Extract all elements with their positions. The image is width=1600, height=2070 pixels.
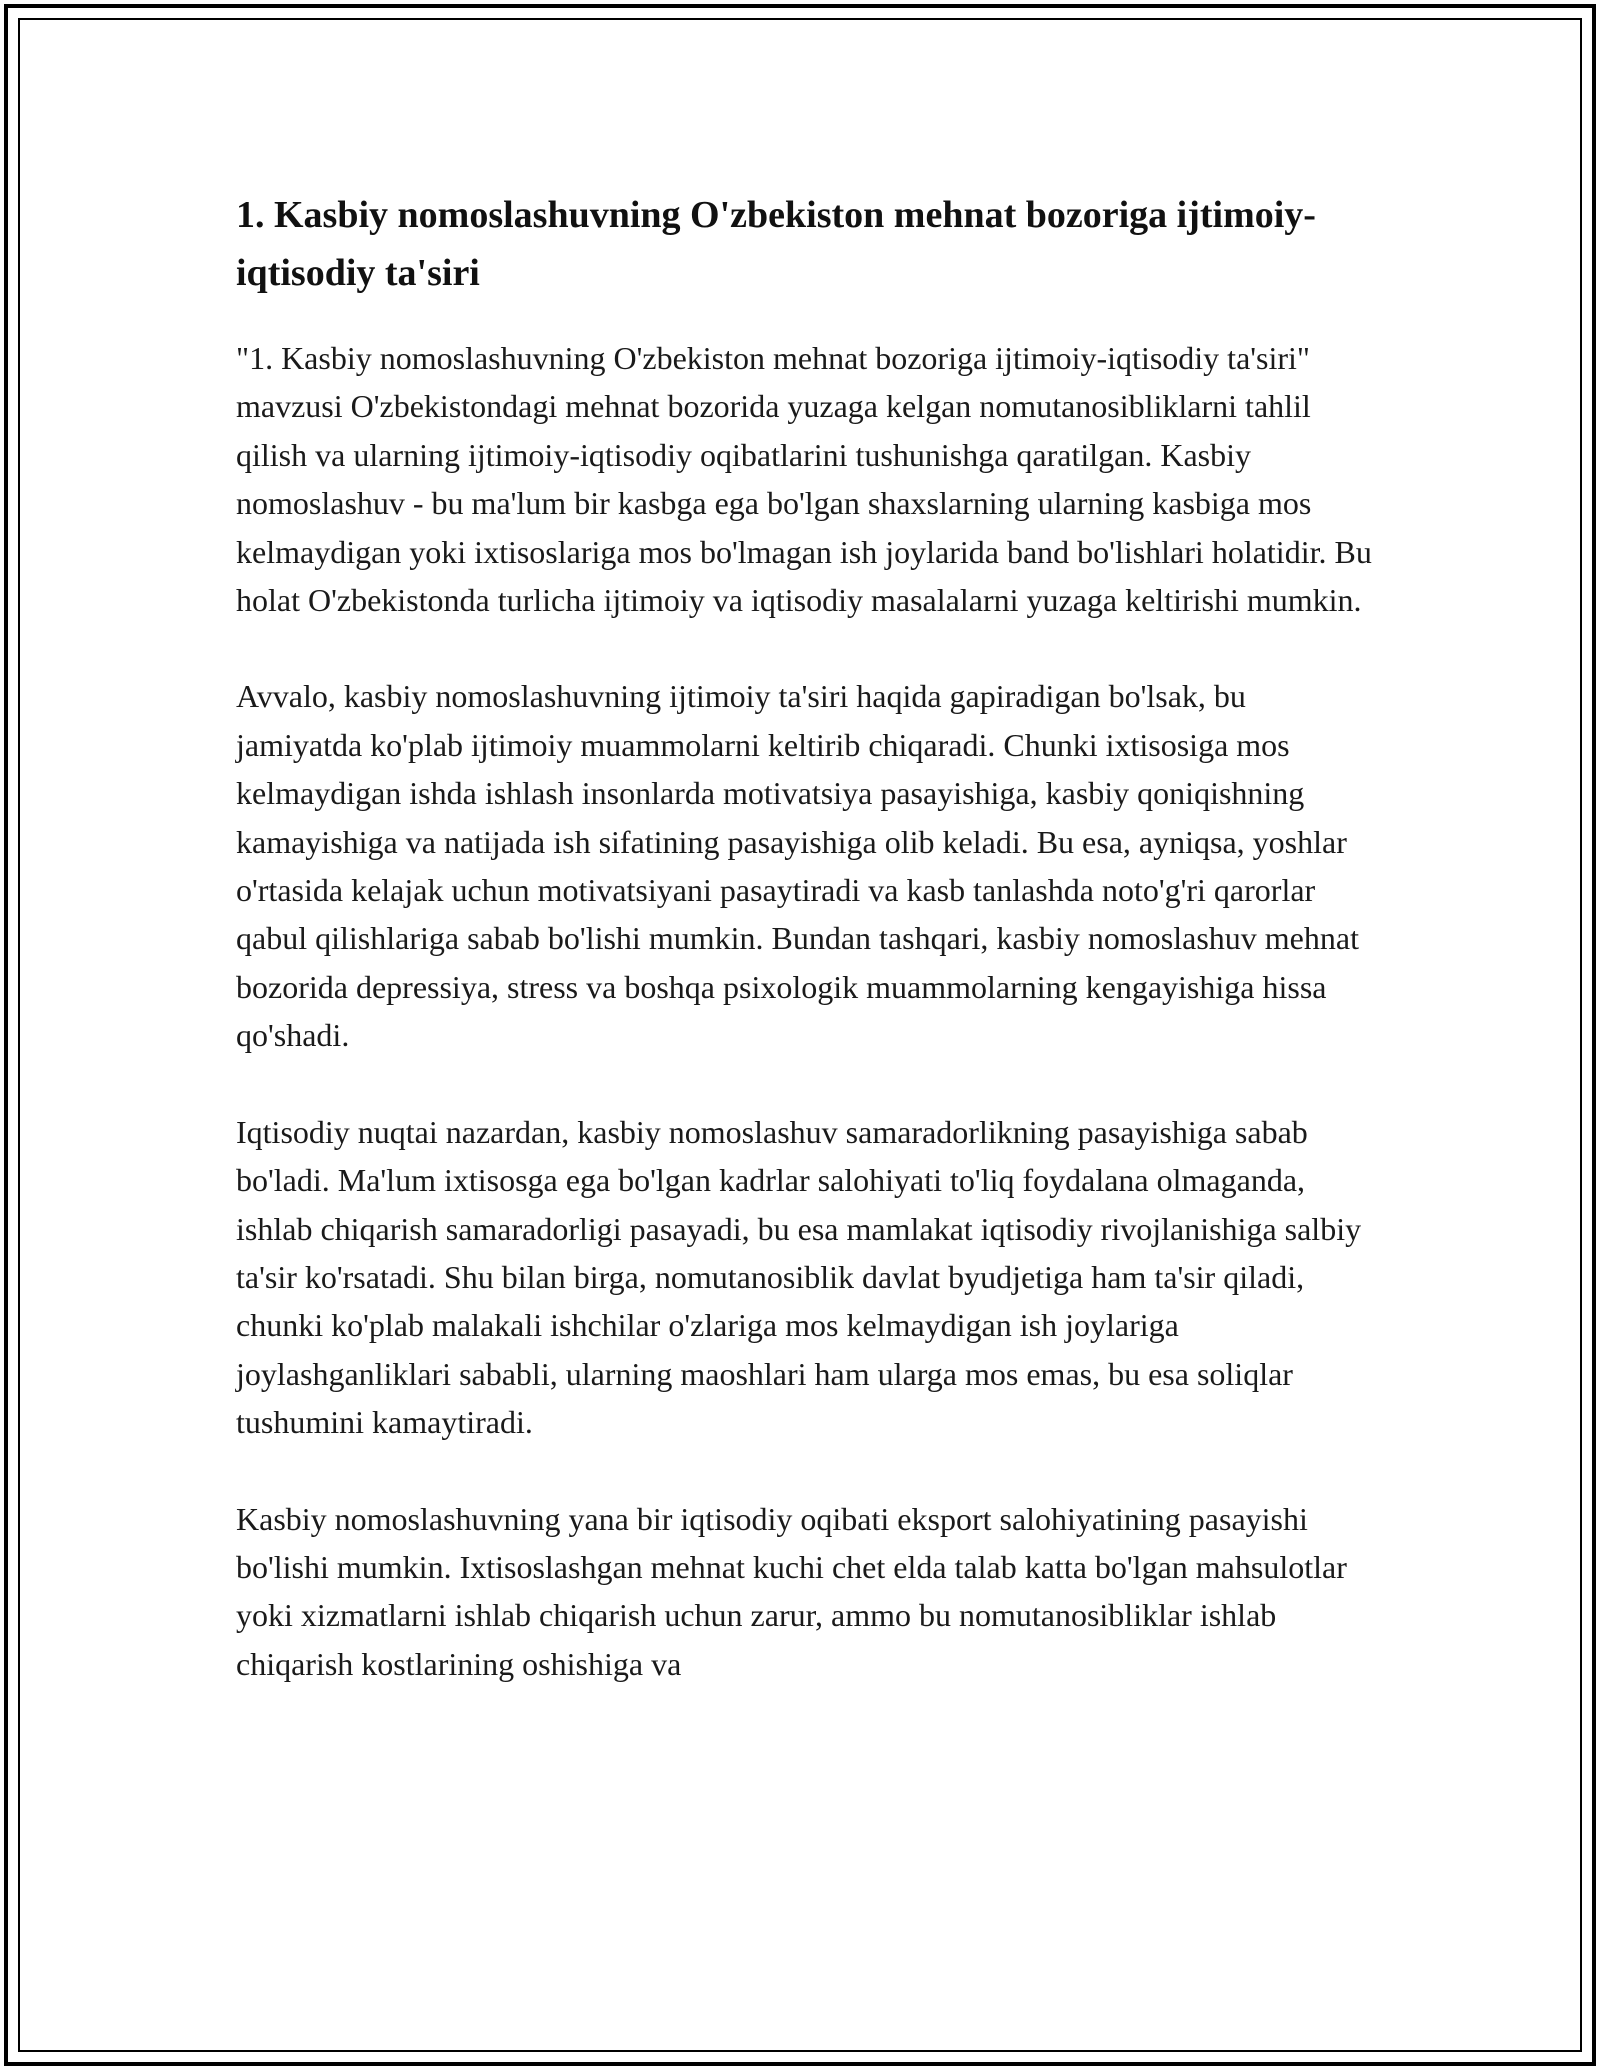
document-body	[236, 186, 1376, 1736]
paragraph-4: Kasbiy nomoslashuvning yana bir iqtisodiy oqibati eksport salohiyatining pasayishi bo'lishi mumkin. Ixtisoslashgan mehnat kuchi chet elda talab katta bo'lgan mahsulotlar yoki xizmatlarni ishlab chiqarish uchun zarur, ammo bu nomutanosibliklar ishlab chiqarish kostlarining oshishiga va	[236, 1500, 1347, 1682]
paragraph-3: Iqtisodiy nuqtai nazardan, kasbiy nomoslashuv samaradorlikning pasayishiga sabab bo'ladi. Ma'lum ixtisosga ega bo'lgan kadrlar salohiyati to'liq foydalana olmaganda, ishlab chiqarish samaradorligi pasayadi, bu esa mamlakat iqtisodiy rivojlanishiga salbiy ta'sir ko'rsatadi. Shu bilan birga, nomutanosiblik davlat byudjetiga ham ta'sir qiladi, chunki ko'plab malakali ishchilar o'zlariga mos kelmaydigan ish joylariga joylashganliklari sababli, ularning maoshlari ham ularga mos emas, bu esa soliqlar tushumini kamaytiradi.	[236, 1113, 1362, 1441]
paragraph-1: "1. Kasbiy nomoslashuvning O'zbekiston mehnat bozoriga ijtimoiy-iqtisodiy ta'siri" mavzusi O'zbekistondagi mehnat bozorida yuzaga kelgan nomutanosibliklarni tahlil qilish va ularning ijtimoiy-iqtisodiy oqibatlarini tushunishga qaratilgan. Kasbiy nomoslashuv - bu ma'lum bir kasbga ega bo'lgan shaxslarning ularning kasbiga mos kelmaydigan yoki ixtisoslariga mos bo'lmagan ish joylarida band bo'lishlari holatidir. Bu holat O'zbekistonda turlicha ijtimoiy va iqtisodiy masalalarni yuzaga keltirishi mumkin.	[236, 340, 1372, 619]
paragraph-2: Avvalo, kasbiy nomoslashuvning ijtimoiy ta'siri haqida gapiradigan bo'lsak, bu jamiyatda ko'plab ijtimoiy muammolarni keltirib chiqaradi. Chunki ixtisosiga mos kelmaydigan ishda ishlash insonlarda motivatsiya pasayishiga, kasbiy qoniqishning kamayishiga va natijada ish sifatining pasayishiga olib keladi. Bu esa, ayniqsa, yoshlar o'rtasida kelajak uchun motivatsiyani pasaytiradi va kasb tanlashda noto'g'ri qarorlar qabul qilishlariga sabab bo'lishi mumkin. Bundan tashqari, kasbiy nomoslashuv mehnat bozorida depressiya, stress va boshqa psixologik muammolarning kengayishiga hissa qo'shadi.	[236, 678, 1359, 1054]
document-title: 1. Kasbiy nomoslashuvning O'zbekiston mehnat bozoriga ijtimoiy-iqtisodiy ta'siri	[236, 194, 1316, 294]
